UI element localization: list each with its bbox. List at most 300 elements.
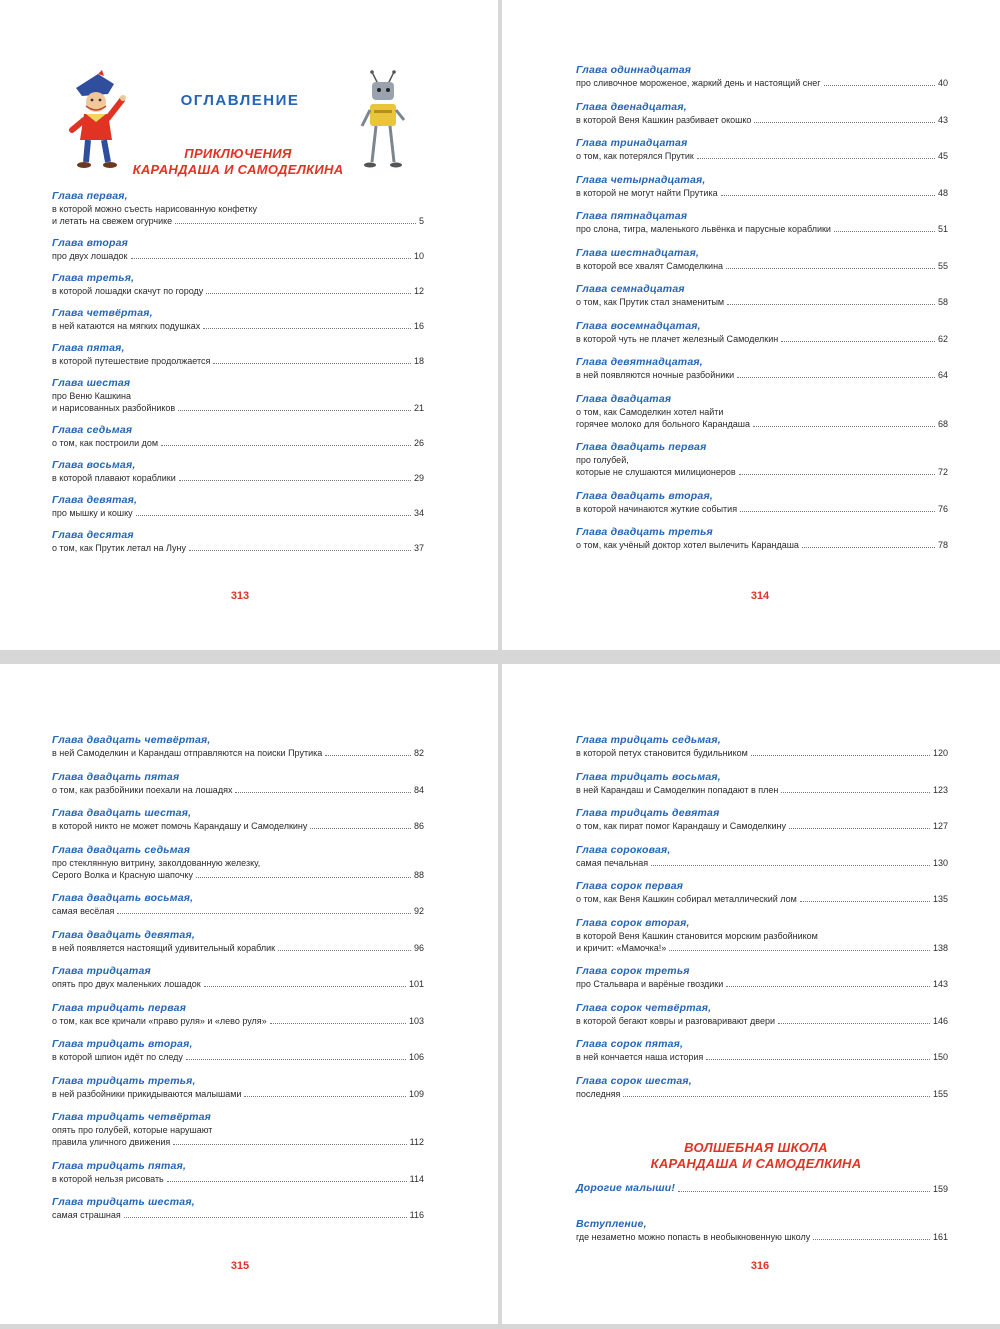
leader-dots [737,377,935,378]
toc-entry [576,490,948,527]
toc-entry [576,1182,948,1218]
leader-dots [244,1096,406,1097]
leader-dots [173,1144,406,1145]
toc-entry [52,237,424,272]
toc-line [576,930,948,942]
chapter-description: о том, как Веня Кашкин собирал металлический лом [576,894,797,904]
page-ref: 72 [937,467,948,477]
leader-dots [678,1191,930,1192]
page-ref: 12 [413,286,424,296]
chapter-title: Вступление, [576,1218,647,1230]
page-ref: 135 [932,894,948,904]
chapter-description: Серого Волка и Красную шапочку [52,869,193,880]
leader-dots [739,474,935,475]
toc-entry [52,1160,424,1197]
leader-dots [189,550,411,551]
leader-dots [310,828,411,829]
leader-dots [697,158,935,159]
chapter-title: Глава тридцать четвёртая [52,1111,212,1123]
leader-dots [124,1217,407,1218]
chapter-description: в которой начинаются жуткие события [576,503,738,514]
chapter-title: Дорогие малыши! [576,1182,676,1194]
toc-line [52,215,424,227]
page-ref: 114 [409,1173,424,1184]
toc-line [576,296,948,308]
leader-dots [669,950,930,951]
chapter-description: опять про двух маленьких лошадок [52,979,201,989]
chapter-description: в которой не могут найти Прутика [576,187,718,198]
toc-line [576,942,948,954]
toc-line [52,1124,424,1136]
toc-entry [52,459,424,494]
toc-entry [52,424,424,459]
page-number: 316 [750,1260,770,1272]
chapter-title: Глава тридцать восьмая, [576,770,721,783]
chapter-description: про сливочное мороженое, жаркий день и настоящий снег [576,78,821,88]
toc-entry [576,247,948,284]
toc-line [576,1051,948,1063]
toc-line [52,402,424,414]
page-ref: 112 [409,1137,424,1147]
toc-line [52,1088,424,1100]
chapter-description: о том, как учёный доктор хотел вылечить Карандаша [576,540,799,550]
leader-dots [196,877,411,878]
toc-line [52,1173,424,1185]
toc-entry [52,965,424,1002]
chapter-title: Глава вторая [52,237,129,249]
leader-dots [136,515,411,516]
page-ref: 34 [413,508,424,518]
chapter-description: где незаметно можно попасть в необыкновенную школу [576,1232,811,1242]
chapter-description: про стеклянную витрину, заколдованную железку, [52,857,261,868]
leader-dots [751,755,930,756]
chapter-description: самая весёлая [52,906,115,916]
chapter-description: в ней появляется настоящий удивительный кораблик [52,942,276,953]
toc-line [52,472,424,484]
chapter-title: Глава тридцать первая [52,1001,187,1014]
toc-entry [576,283,948,320]
leader-dots [800,901,930,902]
page-ref: 58 [937,297,948,307]
chapter-title: Глава четвёртая, [52,307,153,319]
school-title-line-2: КАРАНДАША И САМОДЕЛКИНА [650,1156,862,1171]
toc-line [576,893,948,905]
chapter-description: в которой бегают ковры и разговаривают двери [576,1015,776,1026]
chapter-title: Глава тринадцатая [576,137,688,149]
page-ref: 48 [937,187,948,198]
page-ref: 10 [413,251,424,261]
book-title-line-2: КАРАНДАША И САМОДЕЛКИНА [132,162,344,177]
page-ref: 55 [937,260,948,271]
page-ref: 143 [932,979,948,989]
page-number: 314 [750,590,770,602]
toc-entry [576,1075,948,1112]
toc-entry [52,844,424,893]
chapter-title: Глава тридцать шестая, [52,1196,195,1208]
leader-dots [726,986,930,987]
toc-list [52,190,424,564]
toc-line [52,542,424,554]
page-ref: 106 [408,1052,424,1062]
page-ref: 138 [932,942,948,953]
toc-line [52,250,424,262]
page-ref: 62 [937,333,948,344]
leader-dots [278,950,411,951]
chapter-title: Глава двадцать пятая [52,770,180,783]
chapter-title: Глава первая, [52,190,128,202]
page-ref: 78 [937,540,948,550]
chapter-title: Глава тридцатая [52,965,151,977]
toc-entry [576,101,948,138]
leader-dots [834,231,935,232]
leader-dots [727,304,935,305]
chapter-description: горячее молоко для больного Карандаша [576,418,751,429]
toc-entry [52,1111,424,1160]
school-title-line-1: ВОЛШЕБНАЯ ШКОЛА [684,1140,828,1155]
toc-list [576,64,948,563]
chapter-title: Глава сорок пятая, [576,1038,684,1050]
toc-list [576,734,948,1111]
chapter-description: в ней разбойники прикидываются малышами [52,1088,242,1099]
page-ref: 92 [413,906,424,916]
chapter-title: Глава сорок шестая, [576,1074,692,1087]
page-ref: 109 [408,1088,424,1099]
chapter-title: Глава двадцатая [576,392,672,405]
chapter-title: Глава двадцать первая [576,441,707,453]
toc-entry [576,210,948,247]
chapter-title: Глава одиннадцатая [576,64,692,76]
toc-line [52,203,424,215]
toc-entry [576,734,948,771]
toc-line [576,820,948,832]
chapter-description: в которой Веня Кашкин становится морским разбойником [576,930,818,941]
toc-list [52,734,424,1233]
toc-entry [576,1002,948,1039]
toc-line [52,1209,424,1221]
leader-dots [213,363,411,364]
page-313 [0,0,498,650]
chapter-title: Глава двадцать шестая, [52,807,192,819]
chapter-description: в которой все хвалят Самоделкина [576,260,724,271]
page-ref: 88 [413,869,424,880]
toc-entry [52,494,424,529]
toc-line [576,418,948,430]
chapter-description: в которой никто не может помочь Карандашу и Самоделкину [52,821,308,831]
chapter-description: в которой плавают кораблики [52,473,176,483]
page-ref: 64 [937,370,948,380]
toc-line [576,784,948,796]
chapter-description: о том, как построили дом [52,438,159,448]
chapter-description: о том, как пират помог Карандашу и Самоделкину [576,821,786,831]
toc-line [52,784,424,796]
chapter-description: в которой лошадки скачут по городу [52,286,204,296]
chapter-title: Глава тридцать третья, [52,1074,196,1087]
page-ref: 40 [937,78,948,88]
toc-line [576,260,948,272]
chapter-description: в которой путешествие продолжается [52,356,211,366]
chapter-description: самая страшная [52,1210,121,1220]
toc-line [576,454,948,466]
leader-dots [754,122,935,123]
chapter-description: опять про голубей, которые нарушают [52,1125,213,1135]
page-ref: 18 [413,356,424,366]
leader-dots [740,511,935,512]
toc-heading: ОГЛАВЛЕНИЕ [180,92,300,109]
toc-line [576,114,948,126]
leader-dots [778,1023,930,1024]
toc-entry [576,526,948,563]
toc-line [576,187,948,199]
toc-entry [576,174,948,211]
toc-entry [52,1196,424,1233]
toc-entry [52,307,424,342]
chapter-title: Глава пятнадцатая [576,210,688,222]
chapter-description: в которой нельзя рисовать [52,1173,164,1184]
toc-entry [576,64,948,101]
toc-line [576,77,948,89]
chapter-title: Глава тридцать вторая, [52,1038,193,1050]
leader-dots [161,445,411,446]
chapter-description: в которой можно съесть нарисованную конфетку [52,204,258,214]
leader-dots [651,865,930,866]
toc-line [52,869,424,881]
toc-entry [52,190,424,237]
page-ref: 5 [418,216,424,226]
toc-line [576,1088,948,1100]
toc-line [576,1015,948,1027]
toc-line [52,390,424,402]
chapter-description: о том, как Прутик стал знаменитым [576,297,725,307]
page-314 [502,0,1000,650]
toc-entry [52,771,424,808]
chapter-title: Глава десятая [52,529,134,541]
chapter-description: о том, как потерялся Прутик [576,151,694,161]
leader-dots [325,755,411,756]
toc-entry [52,1075,424,1112]
page-ref: 37 [413,543,424,553]
page-ref: 120 [932,748,948,758]
leader-dots [186,1059,406,1060]
toc-line [576,333,948,345]
toc-line [52,285,424,297]
toc-line [52,905,424,917]
leader-dots [813,1239,930,1240]
chapter-title: Глава тридцать девятая [576,807,720,819]
toc-line [576,539,948,551]
leader-dots [721,195,935,196]
chapter-description: про мышку и кошку [52,508,133,518]
toc-entry [576,1218,948,1254]
toc-entry [576,965,948,1002]
toc-entry [576,393,948,442]
toc-entry [52,342,424,377]
leader-dots [802,547,935,548]
chapter-title: Глава четырнадцатая, [576,173,706,186]
chapter-description: в которой Веня Кашкин разбивает окошко [576,114,752,125]
chapter-title: Глава девятнадцатая, [576,356,703,368]
chapter-title: Глава сорок вторая, [576,916,690,929]
page-315 [0,664,498,1324]
chapter-title: Глава седьмая [52,424,133,436]
book-title-line-1: ПРИКЛЮЧЕНИЯ [184,146,292,161]
chapter-description: которые не слушаются милиционеров [576,467,736,477]
chapter-title: Глава семнадцатая [576,283,685,295]
page-ref: 155 [932,1088,948,1099]
page-ref: 26 [413,438,424,448]
chapter-description: самая печальная [576,857,649,868]
page-316 [502,664,1000,1324]
leader-dots [167,1181,407,1182]
chapter-description: в ней Самоделкин и Карандаш отправляются на поиски Прутика [52,748,323,758]
leader-dots [781,341,935,342]
chapter-title: Глава двенадцатая, [576,100,687,113]
chapter-description: про Веню Кашкина [52,391,132,401]
chapter-description: в которой шпион идёт по следу [52,1052,183,1062]
chapter-title: Глава тридцать пятая, [52,1159,187,1172]
page-ref: 96 [413,942,424,953]
chapter-title: Глава восемнадцатая, [576,319,701,332]
leader-dots [824,85,935,86]
chapter-title: Глава двадцать девятая, [52,928,195,941]
page-ref: 146 [932,1015,948,1026]
toc-line [576,369,948,381]
page-ref: 21 [413,403,424,413]
toc-line [52,1136,424,1148]
toc-line [52,747,424,759]
toc-line [576,150,948,162]
leader-dots [235,792,411,793]
toc-entry [52,1002,424,1039]
chapter-title: Глава пятая, [52,342,125,354]
chapter-description: про слона, тигра, маленького львёнка и парусные кораблики [576,224,831,234]
samodelkin-robot-icon [360,70,406,170]
toc-entry [52,529,424,564]
toc-line [576,466,948,478]
page-ref: 103 [408,1015,424,1026]
toc-entry [576,771,948,808]
toc-line [52,355,424,367]
page-ref: 130 [932,857,948,868]
page-ref: 84 [413,784,424,795]
chapter-title: Глава сорок первая [576,880,684,892]
page-ref: 161 [932,1232,948,1242]
page-ref: 68 [937,418,948,429]
chapter-title: Глава шестая [52,377,131,389]
chapter-description: последняя [576,1088,621,1099]
toc-entry [576,844,948,881]
chapter-description: о том, как Самоделкин хотел найти [576,406,724,417]
leader-dots [175,223,416,224]
toc-line [576,406,948,418]
toc-line [52,978,424,990]
chapter-description: про голубей, [576,455,629,465]
leader-dots [270,1023,406,1024]
chapter-title: Глава двадцать восьмая, [52,892,194,904]
toc-line [576,747,948,759]
leader-dots [623,1096,930,1097]
leader-dots [204,986,406,987]
page-ref: 45 [937,151,948,161]
chapter-title: Глава третья, [52,272,135,284]
toc-entry [576,917,948,966]
chapter-title: Глава двадцать четвёртая, [52,734,211,746]
chapter-description: правила уличного движения [52,1137,171,1147]
chapter-description: про двух лошадок [52,251,128,261]
leader-dots [726,268,935,269]
leader-dots [789,828,930,829]
toc-line [52,857,424,869]
chapter-description: в ней катаются на мягких подушках [52,321,201,331]
chapter-title: Глава девятая, [52,494,138,506]
chapter-description: о том, как все кричали «право руля» и «лево руля» [52,1015,267,1026]
chapter-title: Глава сорок четвёртая, [576,1001,712,1014]
toc-entry [576,320,948,357]
chapter-title: Глава шестнадцатая, [576,246,700,259]
book-title [118,146,358,178]
leader-dots [203,328,411,329]
toc-entry [52,1038,424,1075]
chapter-title: Глава двадцать вторая, [576,489,713,502]
page-ref: 82 [413,748,424,758]
toc-entry [576,880,948,917]
page-ref: 76 [937,503,948,514]
page-ref: 101 [408,979,424,989]
leader-dots [753,426,935,427]
page-ref: 159 [932,1184,948,1194]
toc-line [576,1231,948,1243]
leader-dots [781,792,930,793]
toc-line [52,320,424,332]
toc-entry [576,137,948,174]
toc-line [52,1051,424,1063]
leader-dots [206,293,411,294]
toc-line [52,942,424,954]
chapter-description: и нарисованных разбойников [52,403,176,413]
page-number: 315 [230,1260,250,1272]
leader-dots [179,480,411,481]
toc-line [576,857,948,869]
chapter-description: в которой петух становится будильником [576,748,748,758]
toc-line [52,820,424,832]
toc-line [52,507,424,519]
page-ref: 116 [409,1210,424,1220]
chapter-title: Глава двадцать третья [576,526,713,538]
school-title [626,1140,886,1172]
chapter-title: Глава восьмая, [52,459,136,471]
page-ref: 51 [937,224,948,234]
school-toc-list [576,1182,948,1254]
leader-dots [178,410,411,411]
page-ref: 150 [932,1052,948,1062]
chapter-description: в ней появляются ночные разбойники [576,370,735,380]
toc-entry [52,377,424,424]
chapter-title: Глава двадцать седьмая [52,843,191,856]
chapter-description: в которой чуть не плачет железный Самоделкин [576,333,779,344]
chapter-description: о том, как Прутик летал на Луну [52,543,186,553]
chapter-title: Глава тридцать седьмая, [576,734,721,746]
leader-dots [117,913,411,914]
chapter-description: в ней кончается наша история [576,1052,704,1062]
toc-line [576,1182,948,1195]
leader-dots [706,1059,930,1060]
toc-line [52,1015,424,1027]
toc-line [576,503,948,515]
chapter-description: и кричит: «Мамочка!» [576,942,667,953]
toc-line [576,978,948,990]
page-ref: 16 [413,321,424,331]
page-number: 313 [230,590,250,602]
chapter-description: про Стальвара и варёные гвоздики [576,979,724,989]
